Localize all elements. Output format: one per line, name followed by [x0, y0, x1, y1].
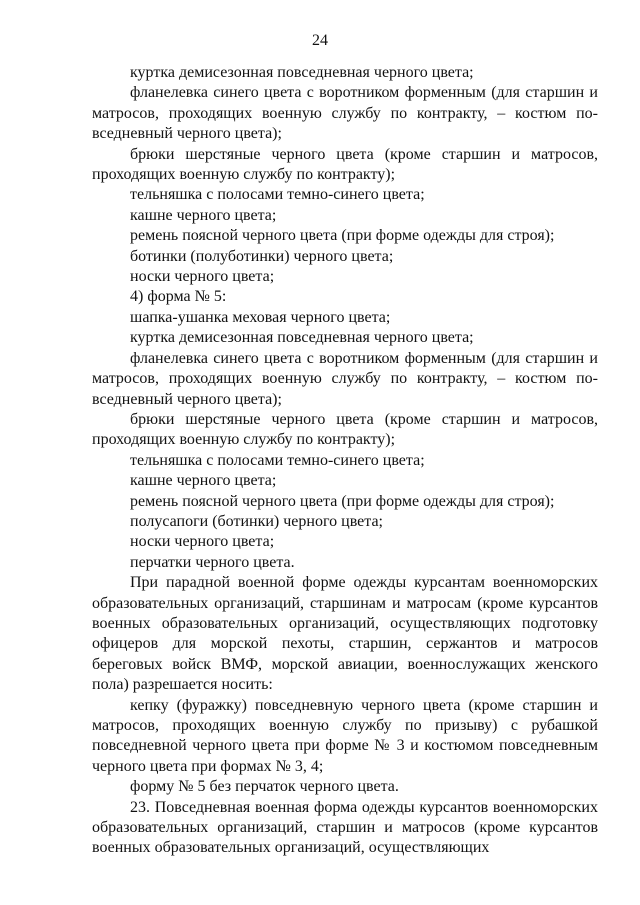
paragraph-item: тельняшка с полосами темно-синего цвета;: [130, 451, 425, 469]
page-number: 24: [312, 32, 328, 49]
paragraph-item: носки черного цвета;: [130, 268, 275, 286]
document-body: [92, 63, 598, 859]
paragraph-item: куртка демисезонная повседневная черного цвета;: [130, 329, 474, 347]
paragraph-item: носки черного цвета;: [130, 533, 275, 551]
paragraph-item: фланелевка синего цвета с воротником форменным (для старшин и матросов, проходящих военную службу по контракту, – костюм повседневный черного цвета);: [92, 349, 598, 408]
paragraph-item: При парадной военной форме одежды курсантам военноморских образовательных организаций, старшинам и матросам (кроме курсантов военных образовательных организаций, осуществляющих подготовку офицеров для морской пехоты, старшин, сержантов и матросов береговых войск ВМФ, морской авиации, военнослужащих женского пола) разрешается носить:: [92, 574, 598, 694]
paragraph-item: 23. Повседневная военная форма одежды курсантов военноморских образовательных организаций, старшин и матросов (кроме курсантов военных образовательных организаций, осуществляющих: [92, 798, 598, 857]
paragraph-item: куртка демисезонная повседневная черного цвета;: [130, 64, 474, 81]
paragraph-item: кепку (фуражку) повседневную черного цвета (кроме старшин и матросов, проходящих военную службу по призыву) с рубашкой повседневной черного цвета при форме № 3 и костюмом повседневным черного цвета при формах № 3, 4;: [92, 696, 598, 775]
paragraph-item: кашне черного цвета;: [130, 472, 277, 490]
paragraph-item: кашне черного цвета;: [130, 206, 277, 224]
paragraph-item: ремень поясной черного цвета (при форме одежды для строя);: [130, 227, 555, 245]
paragraph-item: шапка-ушанка меховая черного цвета;: [130, 308, 391, 326]
paragraph-item: перчатки черного цвета.: [130, 553, 295, 571]
paragraph-item: фланелевка синего цвета с воротником форменным (для старшин и матросов, проходящих военную службу по контракту, – костюм повседневный черного цвета);: [92, 84, 598, 143]
paragraph-item: ботинки (полуботинки) черного цвета;: [130, 247, 394, 265]
paragraph-item: 4) форма № 5:: [130, 288, 227, 306]
paragraph-item: тельняшка с полосами темно-синего цвета;: [130, 186, 425, 204]
paragraph-item: брюки шерстяные черного цвета (кроме старшин и матросов, проходящих военную службу по контракту);: [92, 410, 598, 449]
paragraph-item: брюки шерстяные черного цвета (кроме старшин и матросов, проходящих военную службу по контракту);: [92, 145, 598, 184]
paragraph-item: форму № 5 без перчаток черного цвета.: [130, 778, 399, 796]
paragraph-item: ремень поясной черного цвета (при форме одежды для строя);: [130, 492, 555, 510]
paragraph-item: полусапоги (ботинки) черного цвета;: [130, 512, 383, 530]
